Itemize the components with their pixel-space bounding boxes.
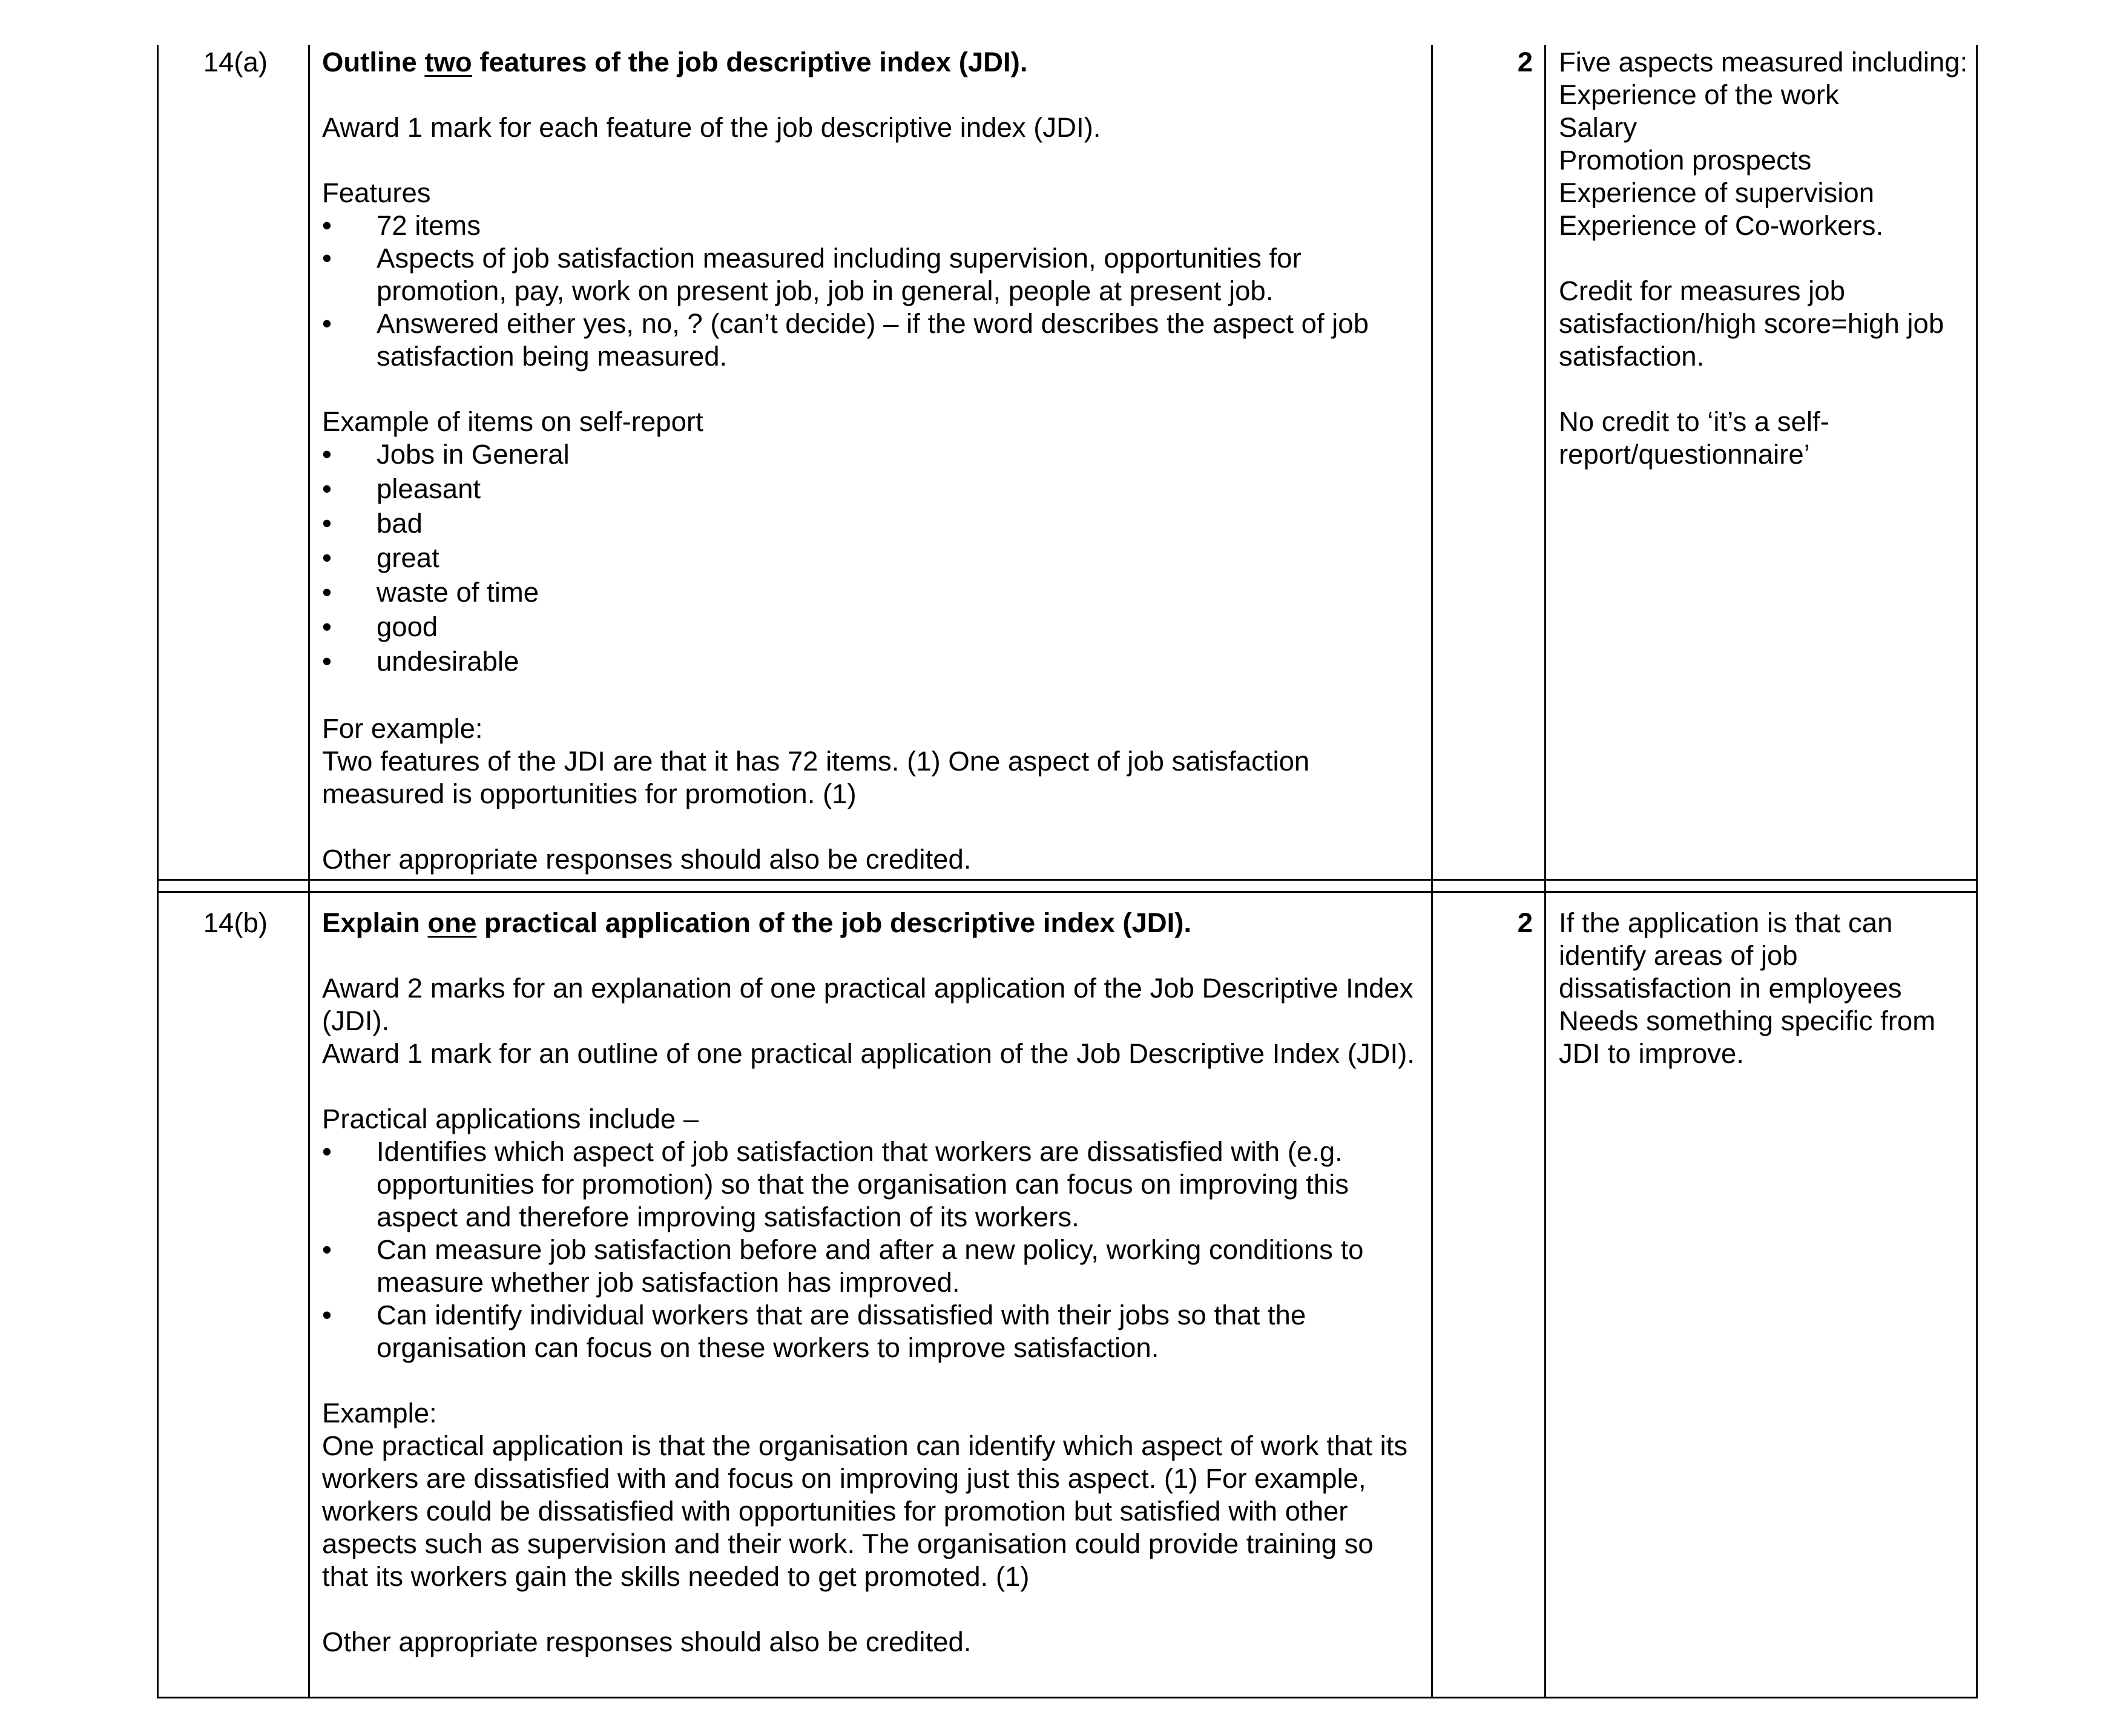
marks-value: 2: [1517, 47, 1533, 77]
guidance-line: Experience of supervision: [1559, 177, 1875, 208]
list-item: • good: [322, 611, 1421, 643]
question-content: [322, 907, 1421, 1659]
list-item: • Identifies which aspect of job satisfaction that workers are dissatisfied with (e.g. opportunities for promotion) so that the organisation can focus on improving this aspect and therefore improving satisfaction of its workers.: [322, 1136, 1421, 1234]
question-content: [322, 46, 1421, 876]
items-list: [322, 438, 1421, 678]
question-text: Explain one practical application of the job descriptive index (JDI).: [322, 907, 1192, 938]
features-heading: Features: [322, 177, 431, 208]
other-responses-note: Other appropriate responses should also be credited.: [322, 844, 972, 875]
list-item: • waste of time: [322, 576, 1421, 609]
guidance-line: Experience of the work: [1559, 79, 1839, 110]
example-heading: Example:: [322, 1398, 437, 1429]
features-list: [322, 209, 1421, 373]
example-text: Two features of the JDI are that it has 72 items. (1) One aspect of job satisfaction measured is opportunities for promotion. (1): [322, 746, 1310, 809]
guidance-no-credit: No credit to ‘it’s a self-report/questionnaire’: [1559, 406, 1829, 470]
column-divider-question: [308, 45, 310, 1698]
guidance-line: Experience of Co-workers.: [1559, 210, 1884, 241]
applications-list: [322, 1136, 1421, 1364]
applications-heading: Practical applications include –: [322, 1103, 699, 1134]
list-item: • pleasant: [322, 473, 1421, 505]
marks-value: 2: [1517, 907, 1533, 938]
guidance-content: [1559, 907, 1970, 1070]
guidance-line: Five aspects measured including:: [1559, 47, 1968, 77]
question-text: Outline two features of the job descriptive index (JDI).: [322, 47, 1028, 77]
column-divider-guidance: [1544, 45, 1546, 1698]
award-text: Award 1 mark for each feature of the job descriptive index (JDI).: [322, 112, 1101, 143]
example-text: One practical application is that the organisation can identify which aspect of work that its workers are dissatisfied with and focus on improving just this aspect. (1) For example, workers could be dissatisfied with opportunities for promotion but satisfied with other aspects such as supervision and their work. The organisation could provide training so that its workers gain the skills needed to get promoted. (1): [322, 1430, 1408, 1592]
guidance-line: Salary: [1559, 112, 1637, 143]
example-heading: For example:: [322, 713, 483, 744]
list-item: • great: [322, 542, 1421, 574]
row-separator-bottom: [157, 891, 1978, 893]
question-number: 14(a): [203, 47, 268, 77]
guidance-content: [1559, 46, 1970, 471]
table-border-right: [1976, 45, 1978, 1698]
list-item: • Jobs in General: [322, 438, 1421, 471]
list-item: • Answered either yes, no, ? (can’t decide) – if the word describes the aspect of job satisfaction being measured.: [322, 307, 1421, 373]
award-text: Award 2 marks for an explanation of one practical application of the Job Descriptive Index (JDI).: [322, 973, 1414, 1036]
list-item: • Can identify individual workers that are dissatisfied with their jobs so that the organisation can focus on these workers to improve satisfaction.: [322, 1299, 1421, 1364]
list-item: • Can measure job satisfaction before and after a new policy, working conditions to measure whether job satisfaction has improved.: [322, 1234, 1421, 1299]
table-border-left: [157, 45, 159, 1698]
table-border-bottom: [157, 1697, 1978, 1698]
column-divider-marks: [1431, 45, 1433, 1698]
award-text: Award 1 mark for an outline of one practical application of the Job Descriptive Index (JDI).: [322, 1038, 1415, 1069]
list-item: • 72 items: [322, 209, 1421, 242]
list-item: • bad: [322, 507, 1421, 540]
question-number: 14(b): [203, 907, 268, 938]
guidance-credit: Credit for measures job satisfaction/high score=high job satisfaction.: [1559, 275, 1944, 372]
other-responses-note: Other appropriate responses should also be credited.: [322, 1626, 972, 1657]
list-item: • undesirable: [322, 645, 1421, 678]
row-separator-top: [157, 879, 1978, 881]
items-heading: Example of items on self-report: [322, 406, 703, 437]
guidance-text: If the application is that can identify areas of job dissatisfaction in employees Needs something specific from JDI to improve.: [1559, 907, 1936, 1069]
guidance-line: Promotion prospects: [1559, 145, 1812, 176]
list-item: • Aspects of job satisfaction measured including supervision, opportunities for promotion, pay, work on present job, job in general, people at present job.: [322, 242, 1421, 307]
